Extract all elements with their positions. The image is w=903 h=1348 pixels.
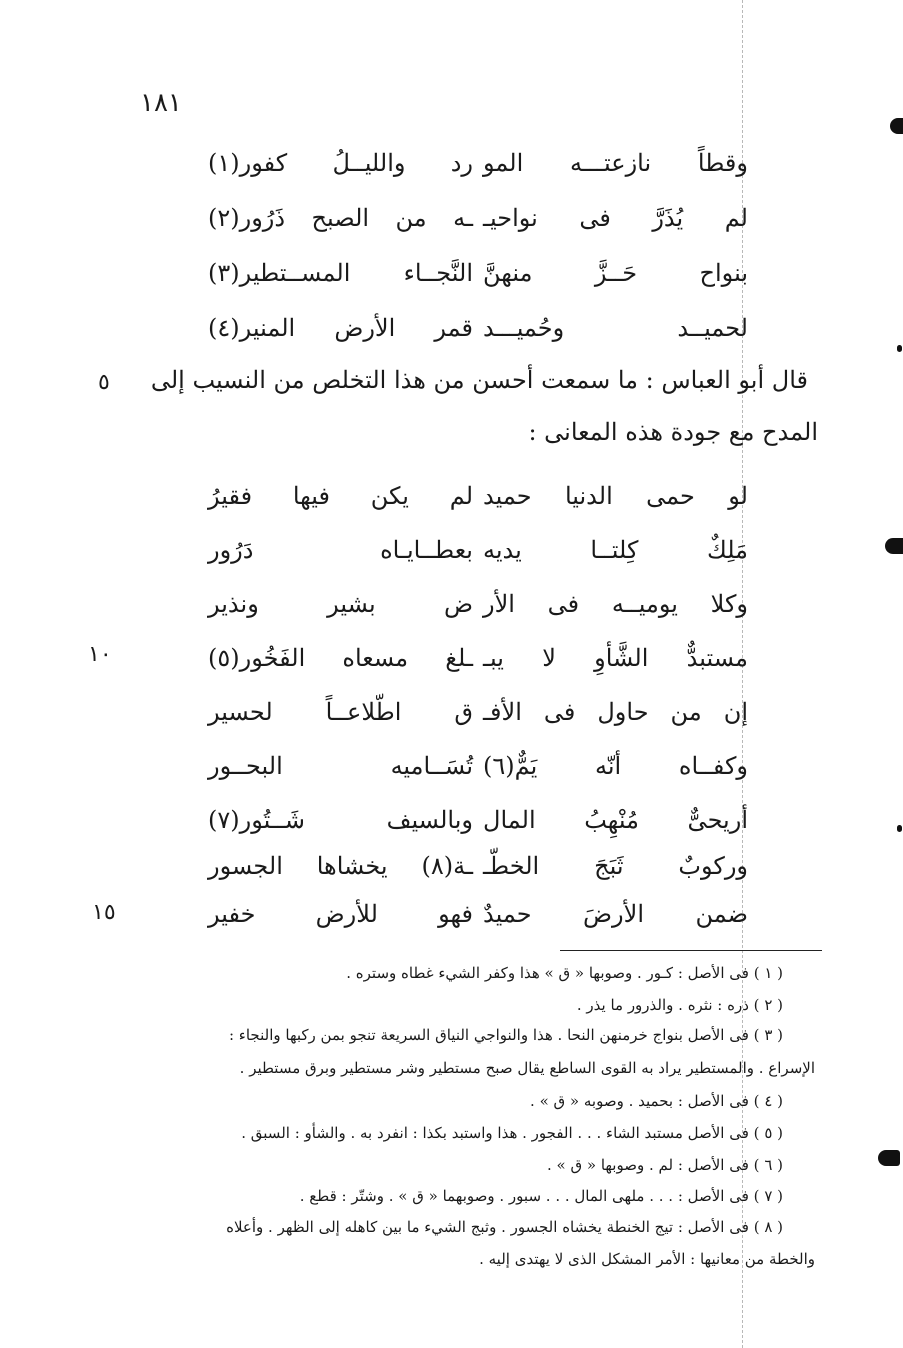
verse-line	[208, 253, 748, 293]
footnote: ( ٣ ) فى الأصل بنواج خرمنهن النحا . هذا والنواجي النياق السريعة تنجو بمن ركبها والنجاء :	[228, 1026, 783, 1044]
footnote: ( ٤ ) فى الأصل : بحميد . وصوبه « ق » .	[530, 1092, 783, 1110]
prose-line: قال أبو العباس : ما سمعت أحسن من هذا التخلص من النسيب إلى	[150, 366, 808, 394]
verse-second-hemistich: ـه من الصبح ذَرُور(٢)	[208, 204, 473, 232]
verse-first-hemistich: إن من حاول فى الأفـ	[483, 698, 748, 726]
verse-first-hemistich: وكفــاه أنّه يَمٌّ(٦)	[483, 752, 748, 780]
verse-first-hemistich: لحميــد وحُميـــد	[483, 314, 748, 342]
verse-second-hemistich: بعطــايـاه دَرُور	[208, 536, 473, 564]
footnote: ( ٧ ) فى الأصل : . . . ملهى المال . . . سبور . وصوبهما « ق » . وشتّر : قطع .	[299, 1187, 783, 1205]
verse-line	[208, 198, 748, 238]
footnote: الإسراع . والمستطير يراد به القوى الساطع يقال صبح مستطير وشر مستطير وبرق مستطير .	[239, 1059, 815, 1077]
verse-second-hemistich: فهو للأرض خفير	[208, 900, 473, 928]
footnote: ( ٨ ) فى الأصل : تيج الخنطة يخشاه الجسور . وثبج الشيء ما بين كاهله إلى الظهر . وأعلاه	[226, 1218, 783, 1236]
verse-first-hemistich: لو حمى الدنيا حميد	[483, 482, 748, 510]
verse-line	[208, 746, 748, 786]
verse-line	[208, 692, 748, 732]
verse-first-hemistich: وقطاً نازعتـــه المو	[483, 149, 748, 177]
verse-line	[208, 143, 748, 183]
verse-line	[208, 584, 748, 624]
verse-line	[208, 800, 748, 840]
scan-edge-dot	[897, 825, 902, 832]
verse-second-hemistich: تُسَــاميه البحــور	[208, 752, 473, 780]
verse-second-hemistich: ـلغ مسعاه الفَخُور(٥)	[208, 644, 473, 672]
verse-line	[208, 476, 748, 516]
verse-second-hemistich: النَّجــاء المســتطير(٣)	[208, 259, 473, 287]
verse-first-hemistich: ضمن الأرضَ حميدٌ	[483, 900, 748, 928]
margin-line-number: ١٠	[88, 642, 112, 667]
footnote: ( ١ ) فى الأصل : كـور . وصوبها « ق » هذا وكفر الشيء غطاه وستره .	[346, 964, 783, 982]
verse-line	[208, 308, 748, 348]
footnote: ( ٦ ) فى الأصل : لم . وصوبها « ق » .	[546, 1156, 783, 1174]
verse-second-hemistich: ـة(٨) يخشاها الجسور	[208, 852, 473, 880]
verse-second-hemistich: ق اطّلاعــاً لحسير	[208, 698, 473, 726]
verse-second-hemistich: ض بشير ونذير	[208, 590, 473, 618]
verse-line	[208, 846, 748, 886]
verse-second-hemistich: رد والليــلُ كفور(١)	[208, 149, 473, 177]
verse-first-hemistich: لم يُذَرَّ فى نواحيـ	[483, 204, 748, 232]
footnote-separator	[560, 950, 822, 951]
verse-second-hemistich: قمر الأرض المنير(٤)	[208, 314, 473, 342]
prose-line: المدح مع جودة هذه المعانى :	[528, 418, 818, 446]
verse-first-hemistich: بنواح حَــزَّ منهنَّ	[483, 259, 748, 287]
footnote: ( ٢ ) ذره : نثره . والذرور ما يذر .	[576, 996, 783, 1014]
scan-edge-mark	[890, 118, 903, 134]
verse-line	[208, 638, 748, 678]
verse-first-hemistich: وكلا يوميــه فى الأر	[483, 590, 748, 618]
verse-first-hemistich: مستبدٌّ الشَّأوِ لا يبـ	[483, 644, 748, 672]
verse-first-hemistich: وركوبٌ ثَبَجَ الخطّـ	[483, 852, 748, 880]
verse-line	[208, 530, 748, 570]
footnote: والخطة من معانيها : الأمر المشكل الذى لا يهتدى إليه .	[479, 1250, 815, 1268]
verse-second-hemistich: وبالسيف شَــتُور(٧)	[208, 806, 473, 834]
page-number: ١٨١	[140, 88, 182, 118]
scan-edge-dot	[897, 345, 902, 352]
scan-edge-mark	[878, 1150, 900, 1166]
margin-line-number: ٥	[98, 370, 110, 395]
verse-first-hemistich: أريحىٌّ مُنْهِبُ المال	[483, 806, 748, 834]
margin-line-number: ١٥	[92, 900, 116, 925]
verse-line	[208, 894, 748, 934]
footnote: ( ٥ ) فى الأصل مستبد الشاء . . . الفجور . هذا واستبد بكذا : انفرد به . والشأو : السبق .	[241, 1124, 783, 1142]
verse-second-hemistich: لم يكن فيها فقيرُ	[208, 482, 473, 510]
verse-first-hemistich: مَلِكٌ كِلتــا يديه	[483, 536, 748, 564]
scan-edge-mark	[885, 538, 903, 554]
